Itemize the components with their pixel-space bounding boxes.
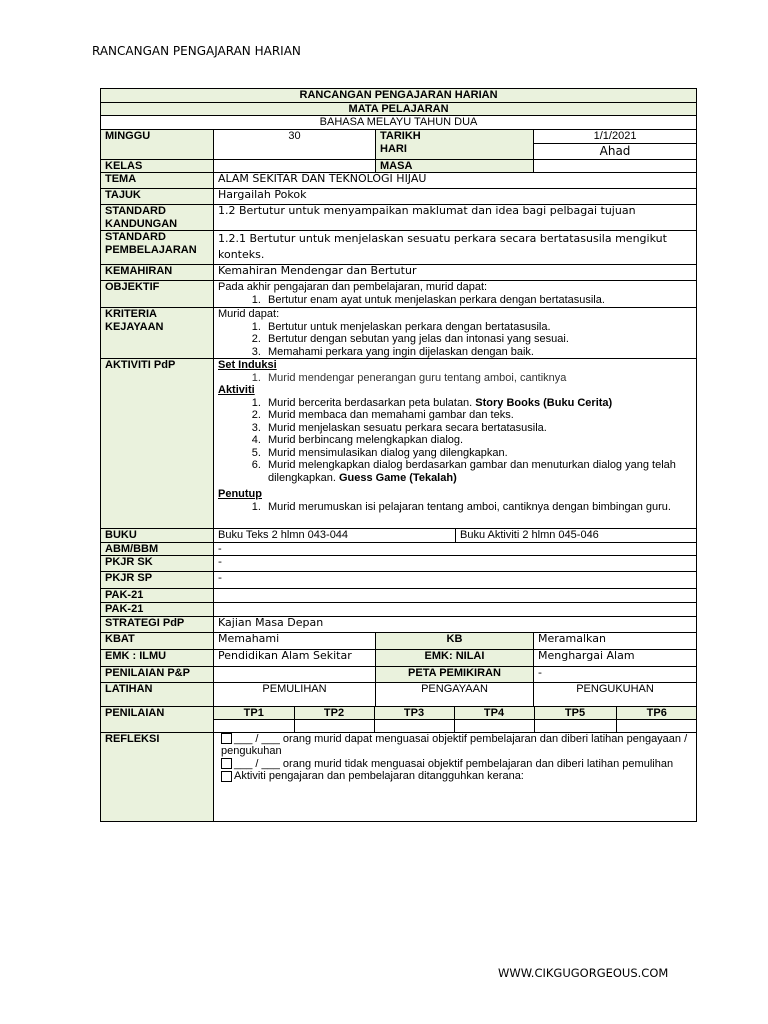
- tp-cell[interactable]: [374, 720, 454, 732]
- emk-ilmu-label: EMK : ILMU: [101, 649, 214, 666]
- aktiviti-item: 5. Murid mensimulasikan dialog yang dilengkapkan.: [264, 447, 692, 460]
- objektif-label: OBJEKTIF: [101, 281, 214, 308]
- tajuk-label: TAJUK: [101, 189, 214, 205]
- standard-kandungan-value: 1.2 Bertutur untuk menyampaikan maklumat dan idea bagi pelbagai tujuan: [214, 205, 697, 231]
- pak21-label-2: PAK-21: [101, 603, 214, 617]
- objektif-intro: Pada akhir pengajaran dan pembelajaran, murid dapat:: [218, 281, 488, 293]
- tp-grid-cell: [214, 706, 697, 732]
- hari-label: HARI: [380, 142, 407, 155]
- penutup-item: 1. Murid merumuskan isi pelajaran tentang amboi, cantiknya dengan bimbingan guru.: [264, 501, 692, 514]
- standard-kandungan-label: [101, 205, 214, 231]
- aktiviti-item: [264, 459, 692, 484]
- kriteria-kejayaan-label: [101, 308, 214, 359]
- table-title: RANCANGAN PENGAJARAN HARIAN: [101, 89, 697, 103]
- minggu-value: 30: [214, 129, 376, 159]
- aktiviti-item-text: Murid bercerita berdasarkan peta bulatan.: [268, 396, 476, 409]
- pak21-label: PAK-21: [101, 589, 214, 603]
- refleksi-line: [221, 733, 692, 758]
- aktiviti-item-emphasis: Guess Game (Tekalah): [338, 471, 457, 484]
- standard-pembelajaran-value: 1.2.1 Bertutur untuk menjelaskan sesuatu perkara secara bertatasusila mengikut konteks.: [214, 231, 697, 265]
- pkjr-sp-label: PKJR SP: [101, 572, 214, 589]
- tp-header: TP4: [454, 707, 534, 720]
- tema-label: TEMA: [101, 173, 214, 189]
- buku-aktiviti-value: Buku Aktiviti 2 hlmn 045-046: [456, 529, 697, 543]
- pkjr-sk-label: PKJR SK: [101, 556, 214, 572]
- tp-cell[interactable]: [534, 720, 616, 732]
- refleksi-text: Aktiviti pengajaran dan pembelajaran ditangguhkan kerana:: [234, 770, 524, 782]
- aktiviti-item: 4. Murid berbincang melengkapkan dialog.: [264, 434, 692, 447]
- peta-pemikiran-value: -: [534, 666, 697, 682]
- subject-value: BAHASA MELAYU TAHUN DUA: [101, 116, 697, 130]
- tp-cell[interactable]: [214, 720, 294, 732]
- buku-label: BUKU: [101, 529, 214, 543]
- aktiviti-heading: Aktiviti: [218, 384, 255, 396]
- kk-item: 3. Memahami perkara yang ingin dijelaskan dengan baik.: [264, 346, 692, 359]
- objektif-item: 1. Bertutur enam ayat untuk menjelaskan perkara dengan bertatasusila.: [264, 294, 692, 307]
- masa-value: [534, 159, 697, 173]
- tarikh-hari-label-cell: [376, 129, 534, 159]
- kemahiran-label: KEMAHIRAN: [101, 265, 214, 281]
- pkjr-sp-value: -: [214, 572, 697, 589]
- refleksi-line: [221, 770, 692, 783]
- tp-grid: [214, 707, 697, 732]
- sk-label-line2: KANDUNGAN: [105, 217, 178, 230]
- tajuk-value: Hargailah Pokok: [214, 189, 697, 205]
- aktiviti-item: 3. Murid menjelaskan sesuatu perkara secara bertatasusila.: [264, 422, 692, 435]
- sk-label-line1: STANDARD: [105, 205, 166, 217]
- tp-header: TP1: [214, 707, 294, 720]
- penutup-heading: Penutup: [218, 488, 262, 500]
- pemulihan-value: PEMULIHAN: [214, 682, 376, 706]
- page-header: RANCANGAN PENGAJARAN HARIAN: [92, 44, 301, 58]
- hari-value: Ahad: [599, 143, 631, 158]
- kk-item: 2. Bertutur dengan sebutan yang jelas dan intonasi yang sesuai.: [264, 333, 692, 346]
- lesson-plan-table: [100, 88, 697, 822]
- strategi-label: STRATEGI PdP: [101, 616, 214, 632]
- tp-cell[interactable]: [294, 720, 374, 732]
- set-induksi-heading: Set Induksi: [218, 359, 277, 371]
- set-induksi-item: 1. Murid mendengar penerangan guru tentang amboi, cantiknya: [264, 372, 692, 385]
- kk-intro: Murid dapat:: [218, 308, 280, 320]
- kk-label-line2: KEJAYAAN: [105, 320, 164, 333]
- refleksi-label: REFLEKSI: [101, 732, 214, 821]
- kk-label-line1: KRITERIA: [105, 308, 157, 320]
- penilaian-pp-value: [214, 666, 376, 682]
- aktiviti-label: AKTIVITI PdP: [101, 359, 214, 529]
- kbat-label: KBAT: [101, 632, 214, 649]
- kbat-value: Memahami: [214, 632, 376, 649]
- tarikh-value: 1/1/2021: [534, 130, 696, 144]
- refleksi-value: [214, 732, 697, 821]
- subject-heading: MATA PELAJARAN: [101, 102, 697, 116]
- kelas-value: [214, 159, 376, 173]
- tp-cell[interactable]: [454, 720, 534, 732]
- emk-nilai-label: EMK: NILAI: [376, 649, 534, 666]
- aktiviti-item-emphasis: Story Books (Buku Cerita): [475, 396, 613, 409]
- tp-cell[interactable]: [616, 720, 697, 732]
- refleksi-line: [221, 758, 692, 771]
- checkbox-icon[interactable]: [221, 733, 232, 744]
- tp-header: TP2: [294, 707, 374, 720]
- tema-value: ALAM SEKITAR DAN TEKNOLOGI HIJAU: [214, 173, 697, 189]
- abm-label: ABM/BBM: [101, 542, 214, 556]
- strategi-value: Kajian Masa Depan: [214, 616, 697, 632]
- refleksi-text: ___ / ___ orang murid tidak menguasai objektif pembelajaran dan diberi latihan pemulihan: [234, 757, 674, 770]
- penilaian-label: PENILAIAN: [101, 706, 214, 732]
- kemahiran-value: Kemahiran Mendengar dan Bertutur: [214, 265, 697, 281]
- aktiviti-item: [264, 397, 692, 410]
- aktiviti-value: [214, 359, 697, 529]
- latihan-label: LATIHAN: [101, 682, 214, 706]
- kriteria-kejayaan-value: [214, 308, 697, 359]
- pak21-value-2: [214, 603, 697, 617]
- kk-item: 1. Bertutur untuk menjelaskan perkara dengan bertatasusila.: [264, 321, 692, 334]
- refleksi-text: ___ / ___ orang murid dapat menguasai objektif pembelajaran dan diberi latihan pengayaan / pengukuhan: [221, 732, 688, 757]
- sp-label-line2: PEMBELAJARAN: [105, 243, 197, 256]
- masa-label: MASA: [376, 159, 534, 173]
- checkbox-icon[interactable]: [221, 771, 232, 782]
- tp-header: TP6: [616, 707, 697, 720]
- pkjr-sk-value: -: [214, 556, 697, 572]
- kb-value: Meramalkan: [534, 632, 697, 649]
- pengayaan-value: PENGAYAAN: [376, 682, 534, 706]
- buku-teks-value: Buku Teks 2 hlmn 043-044: [214, 529, 456, 543]
- kb-label: KB: [376, 632, 534, 649]
- minggu-label: MINGGU: [101, 129, 214, 159]
- peta-pemikiran-label: PETA PEMIKIRAN: [376, 666, 534, 682]
- tp-header: TP5: [534, 707, 616, 720]
- aktiviti-item: 2. Murid membaca dan memahami gambar dan teks.: [264, 409, 692, 422]
- page-footer[interactable]: WWW.CIKGUGORGEOUS.COM: [498, 966, 669, 980]
- objektif-value: [214, 281, 697, 308]
- emk-ilmu-value: Pendidikan Alam Sekitar: [214, 649, 376, 666]
- penilaian-pp-label: PENILAIAN P&P: [101, 666, 214, 682]
- pak21-value: [214, 589, 697, 603]
- tp-header: TP3: [374, 707, 454, 720]
- tarikh-label: TARIKH: [380, 129, 421, 142]
- sp-label-line1: STANDARD: [105, 231, 166, 243]
- aktiviti-item-text: Murid melengkapkan dialog berdasarkan gambar dan menuturkan dialog yang telah dilengkapkan.: [268, 459, 676, 484]
- kelas-label: KELAS: [101, 159, 214, 173]
- emk-nilai-value: Menghargai Alam: [534, 649, 697, 666]
- checkbox-icon[interactable]: [221, 758, 232, 769]
- standard-pembelajaran-label: [101, 231, 214, 265]
- pengukuhan-value: PENGUKUHAN: [534, 682, 697, 706]
- tarikh-hari-value-cell: [534, 129, 697, 159]
- abm-value: -: [214, 542, 697, 556]
